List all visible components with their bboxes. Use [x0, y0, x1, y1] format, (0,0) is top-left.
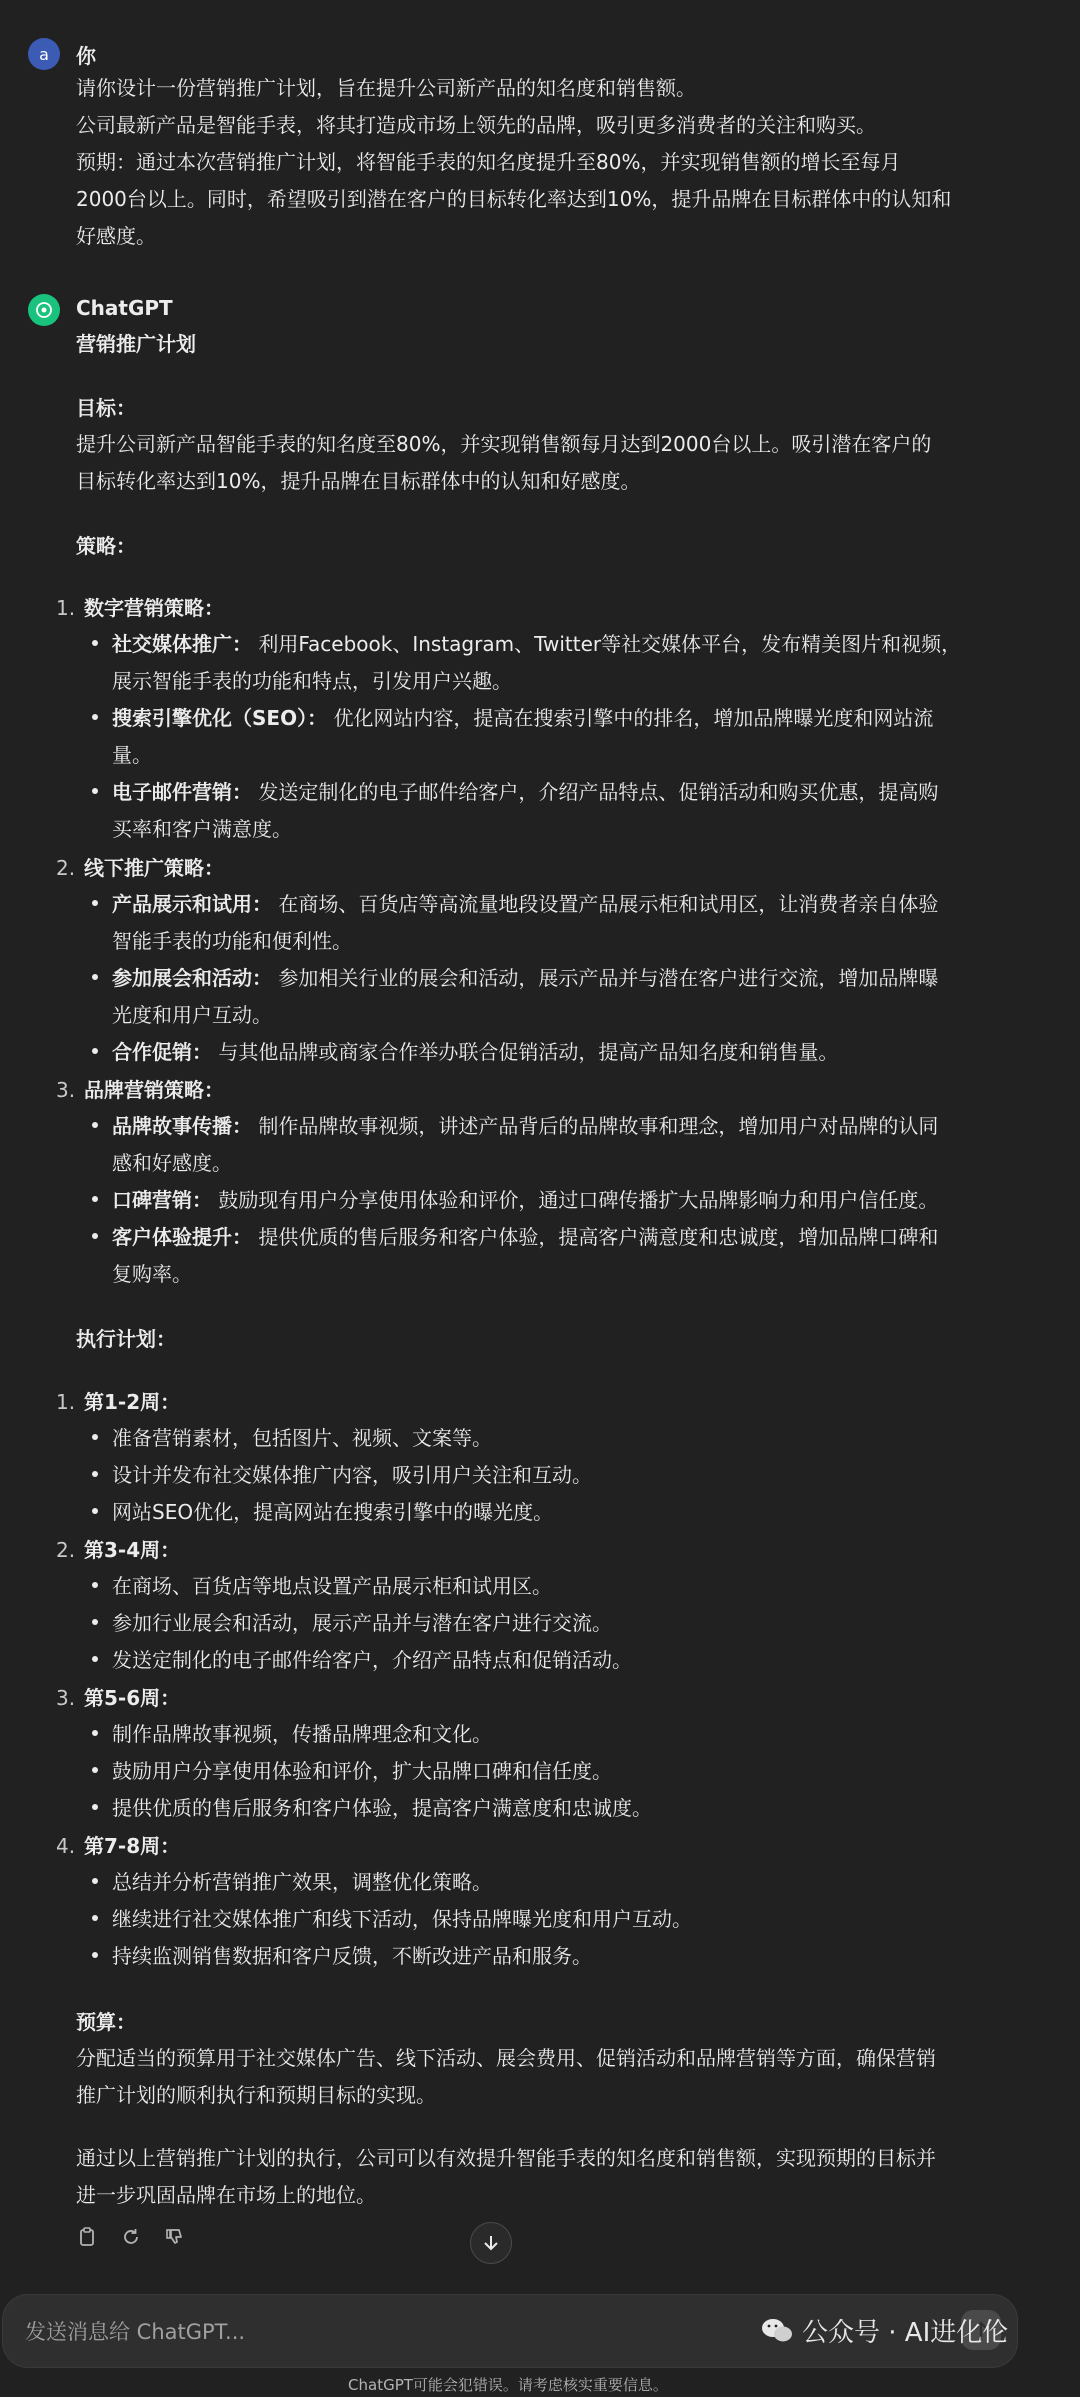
bullet-text: 在商场、百货店等高流量地段设置产品展示柜和试用区，让消费者亲自体验: [278, 892, 939, 916]
bullet-dot: [92, 1508, 98, 1514]
user-line: 好感度。: [76, 224, 156, 248]
strategy-title: 线下推广策略：: [84, 856, 224, 880]
bullet-label: 合作促销：: [112, 1040, 212, 1064]
phase-bullet: 鼓励用户分享使用体验和评价，扩大品牌口碑和信任度。: [112, 1759, 612, 1783]
bullet-dot: [92, 640, 98, 646]
chatgpt-logo-icon: [28, 294, 60, 326]
strategy-title: 品牌营销策略：: [84, 1078, 224, 1102]
bullet-dot: [92, 1619, 98, 1625]
user-line: 预期：通过本次营销推广计划，将智能手表的知名度提升至80%，并实现销售额的增长至每月: [76, 150, 901, 174]
strategy-title: 数字营销策略：: [84, 596, 224, 620]
user-author-name: 你: [76, 44, 96, 68]
watermark: [760, 2312, 1008, 2349]
bullet-label: 电子邮件营销：: [112, 780, 252, 804]
bullet-text: 鼓励现有用户分享使用体验和评价，通过口碑传播扩大品牌影响力和用户信任度。: [218, 1188, 939, 1212]
conclusion-line: 通过以上营销推广计划的执行，公司可以有效提升智能手表的知名度和销售额，实现预期的目标并: [76, 2146, 936, 2170]
user-avatar: a: [28, 38, 60, 70]
list-number: 1.: [56, 1390, 76, 1414]
bullet-dot: [92, 1767, 98, 1773]
list-number: 3.: [56, 1686, 76, 1710]
bullet-dot: [92, 714, 98, 720]
bullet-label: 产品展示和试用：: [112, 892, 272, 916]
phase-bullet: 设计并发布社交媒体推广内容，吸引用户关注和互动。: [112, 1463, 592, 1487]
budget-line: 分配适当的预算用于社交媒体广告、线下活动、展会费用、促销活动和品牌营销等方面，确保营销: [76, 2046, 936, 2070]
bullet-dot: [92, 1471, 98, 1477]
thumbs-down-icon[interactable]: [164, 2226, 186, 2248]
strategy-heading: 策略：: [76, 534, 136, 558]
phase-bullet: 准备营销素材，包括图片、视频、文案等。: [112, 1426, 492, 1450]
bullet-text: 展示智能手表的功能和特点，引发用户兴趣。: [112, 669, 512, 693]
conclusion-line: 进一步巩固品牌在市场上的地位。: [76, 2183, 376, 2207]
message-actions: [76, 2226, 186, 2248]
bullet-dot: [92, 1804, 98, 1810]
strategy-bullet: [112, 960, 992, 1034]
strategy-bullet: [112, 1108, 992, 1182]
bullet-text: 与其他品牌或商家合作举办联合促销活动，提高产品知名度和销售量。: [218, 1040, 839, 1064]
strategy-bullet: [112, 700, 992, 774]
bullet-label: 参加展会和活动：: [112, 966, 272, 990]
bullet-dot: [92, 1233, 98, 1239]
list-number: 1.: [56, 596, 76, 620]
phase-title: 第3-4周：: [84, 1538, 181, 1562]
phase-title: 第7-8周：: [84, 1834, 181, 1858]
disclaimer-text: ChatGPT可能会犯错误。请考虑核实重要信息。: [348, 2376, 668, 2394]
phase-title: 第5-6周：: [84, 1686, 181, 1710]
goal-line: 提升公司新产品智能手表的知名度至80%，并实现销售额每月达到2000台以上。吸引潜在客户的: [76, 432, 932, 456]
bullet-dot: [92, 1122, 98, 1128]
list-number: 4.: [56, 1834, 76, 1858]
phase-bullet: 制作品牌故事视频，传播品牌理念和文化。: [112, 1722, 492, 1746]
bullet-label: 口碑营销：: [112, 1188, 212, 1212]
phase-bullet: 继续进行社交媒体推广和线下活动，保持品牌曝光度和用户互动。: [112, 1907, 692, 1931]
user-line: 公司最新产品是智能手表，将其打造成市场上领先的品牌，吸引更多消费者的关注和购买。: [76, 113, 876, 137]
plan-title: 营销推广计划: [76, 332, 196, 356]
user-message-text: [76, 70, 1006, 255]
bullet-dot: [92, 1434, 98, 1440]
bullet-text: 复购率。: [112, 1262, 192, 1286]
strategy-bullet: [112, 626, 992, 700]
budget-text: [76, 2040, 1006, 2114]
goal-text: [76, 426, 1006, 500]
regenerate-icon[interactable]: [120, 2226, 142, 2248]
bullet-label: 品牌故事传播：: [112, 1114, 252, 1138]
bullet-dot: [92, 974, 98, 980]
bullet-text: 量。: [112, 743, 152, 767]
bullet-dot: [92, 900, 98, 906]
bullet-dot: [92, 1048, 98, 1054]
bullet-text: 参加相关行业的展会和活动，展示产品并与潜在客户进行交流，增加品牌曝: [278, 966, 939, 990]
phase-bullet: 在商场、百货店等地点设置产品展示柜和试用区。: [112, 1574, 552, 1598]
budget-heading: 预算：: [76, 2010, 136, 2034]
bullet-text: 发送定制化的电子邮件给客户，介绍产品特点、促销活动和购买优惠，提高购: [258, 780, 939, 804]
budget-line: 推广计划的顺利执行和预期目标的实现。: [76, 2083, 436, 2107]
list-number: 2.: [56, 856, 76, 880]
strategy-bullet: [112, 1182, 992, 1219]
bullet-text: 买率和客户满意度。: [112, 817, 292, 841]
bullet-dot: [92, 788, 98, 794]
watermark-text: 公众号 · AI进化伦: [802, 2318, 1009, 2348]
bullet-dot: [92, 1656, 98, 1662]
bullet-text: 制作品牌故事视频，讲述产品背后的品牌故事和理念，增加用户对品牌的认同: [258, 1114, 939, 1138]
bullet-label: 社交媒体推广：: [112, 632, 252, 656]
phase-bullet: 参加行业展会和活动，展示产品并与潜在客户进行交流。: [112, 1611, 612, 1635]
bullet-text: 感和好感度。: [112, 1151, 232, 1175]
bullet-text: 光度和用户互动。: [112, 1003, 272, 1027]
list-number: 3.: [56, 1078, 76, 1102]
bullet-text: 利用Facebook、Instagram、Twitter等社交媒体平台，发布精美图片和视频，: [258, 632, 962, 656]
phase-bullet: 持续监测销售数据和客户反馈，不断改进产品和服务。: [112, 1944, 592, 1968]
bullet-label: 搜索引擎优化（SEO）：: [112, 706, 328, 730]
scroll-down-button[interactable]: [470, 2222, 512, 2264]
list-number: 2.: [56, 1538, 76, 1562]
arrow-down-icon: [482, 2233, 500, 2253]
bullet-dot: [92, 1915, 98, 1921]
bullet-dot: [92, 1582, 98, 1588]
bullet-dot: [92, 1730, 98, 1736]
assistant-author-name: ChatGPT: [76, 296, 173, 320]
phase-bullet: 总结并分析营销推广效果，调整优化策略。: [112, 1870, 492, 1894]
bullet-dot: [92, 1878, 98, 1884]
phase-bullet: 提供优质的售后服务和客户体验，提高客户满意度和忠诚度。: [112, 1796, 652, 1820]
phase-bullet: 发送定制化的电子邮件给客户，介绍产品特点和促销活动。: [112, 1648, 632, 1672]
strategy-bullet: [112, 886, 992, 960]
bullet-text: 提供优质的售后服务和客户体验，提高客户满意度和忠诚度，增加品牌口碑和: [258, 1225, 939, 1249]
strategy-bullet: [112, 774, 992, 848]
phase-title: 第1-2周：: [84, 1390, 181, 1414]
copy-icon[interactable]: [76, 2226, 98, 2248]
bullet-text: 智能手表的功能和便利性。: [112, 929, 352, 953]
bullet-dot: [92, 1196, 98, 1202]
bullet-label: 客户体验提升：: [112, 1225, 252, 1249]
strategy-bullet: [112, 1034, 992, 1071]
conclusion-text: [76, 2140, 1006, 2214]
bullet-dot: [92, 1952, 98, 1958]
user-line: 2000台以上。同时，希望吸引到潜在客户的目标转化率达到10%，提升品牌在目标群体中的认知和: [76, 187, 952, 211]
user-line: 请你设计一份营销推广计划，旨在提升公司新产品的知名度和销售额。: [76, 76, 696, 100]
phase-bullet: 网站SEO优化，提高网站在搜索引擎中的曝光度。: [112, 1500, 554, 1524]
goal-line: 目标转化率达到10%，提升品牌在目标群体中的认知和好感度。: [76, 469, 641, 493]
goal-heading: 目标：: [76, 396, 136, 420]
execution-heading: 执行计划：: [76, 1327, 176, 1351]
bullet-text: 优化网站内容，提高在搜索引擎中的排名，增加品牌曝光度和网站流: [333, 706, 934, 730]
wechat-icon: [760, 2316, 794, 2346]
strategy-bullet: [112, 1219, 992, 1293]
